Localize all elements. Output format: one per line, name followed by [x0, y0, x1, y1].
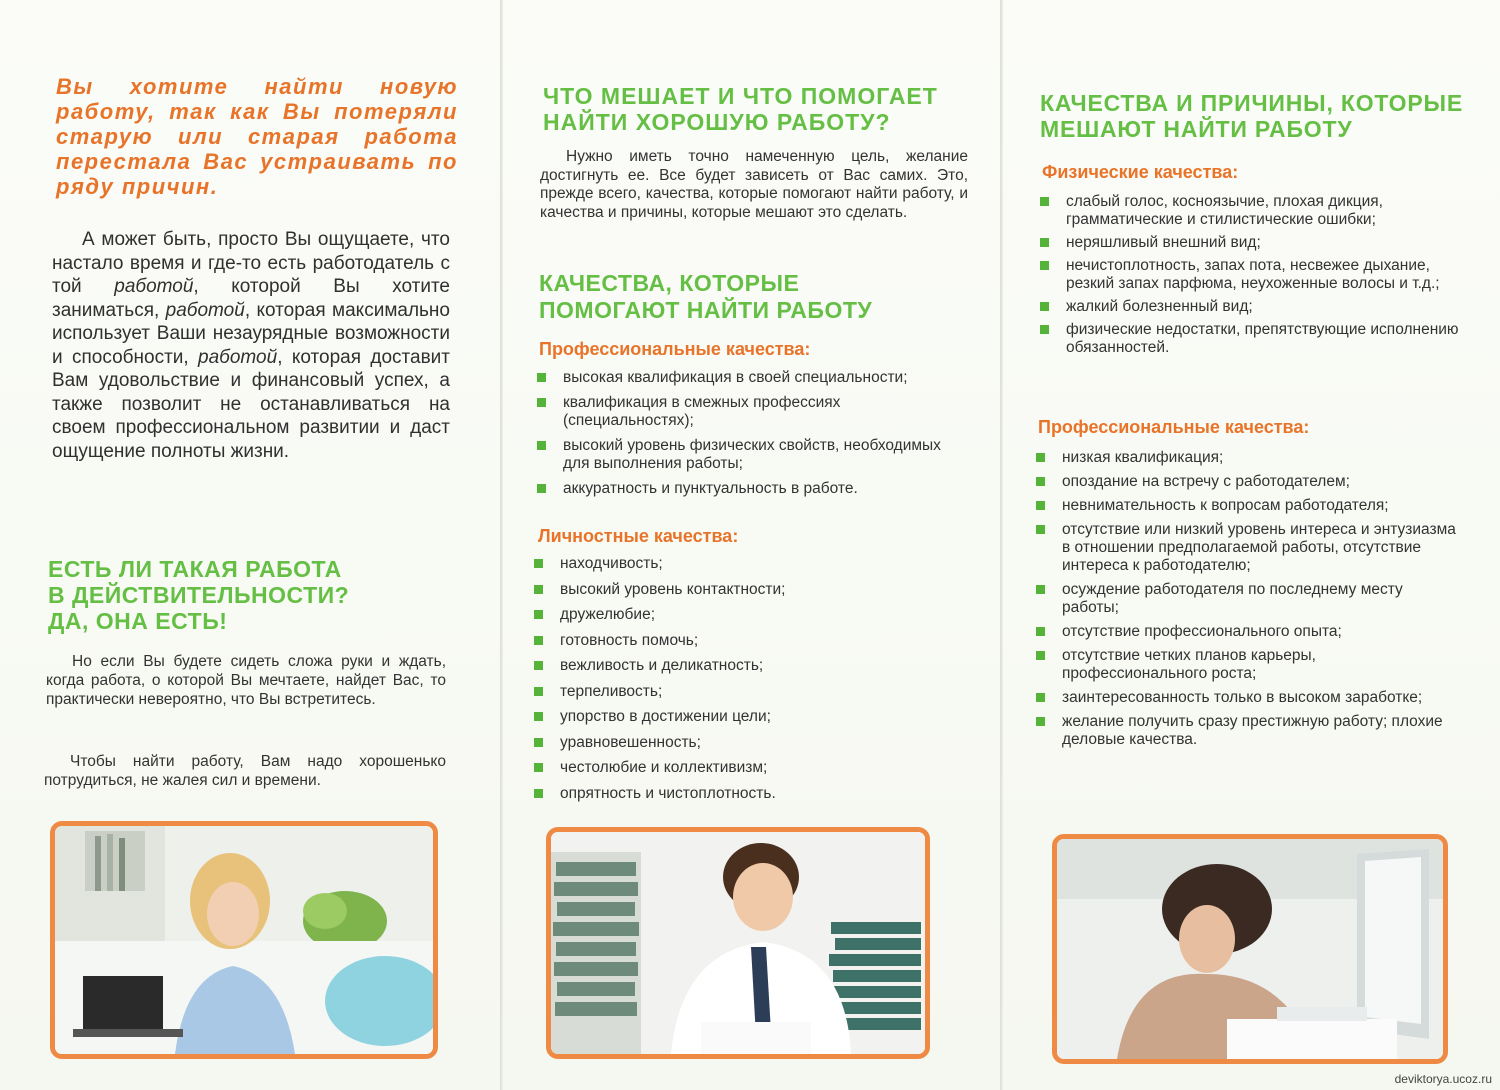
bullet-icon [534, 610, 543, 619]
bullet-icon [534, 738, 543, 747]
list-item: опрятность и чистоплотность. [534, 785, 954, 811]
subheading-personal: Личностные качества: [538, 526, 739, 546]
bullet-icon [537, 373, 546, 382]
list-professional-helping [537, 369, 965, 498]
list-item: отсутствие профессионального опыта; [1036, 623, 1456, 641]
intro-text: Вы хотите найти новую работу, так как Вы потеряли старую или старая работа перестала Вас устраивать по ряду причин. [56, 74, 458, 199]
list-item: опоздание на встречу с работодателем; [1036, 473, 1456, 491]
list-item: желание получить сразу престижную работу; плохие деловые качества. [1036, 713, 1456, 749]
bullet-icon [537, 398, 546, 407]
bullet-icon [534, 559, 543, 568]
list-item: вежливость и деликатность; [534, 657, 954, 683]
photo-woman-phone [50, 821, 438, 1059]
list-item: жалкий болезненный вид; [1040, 298, 1460, 316]
list-item: неряшливый внешний вид; [1040, 234, 1460, 252]
bullet-icon [1036, 501, 1045, 510]
subheading-professional-hindering: Профессиональные качества: [1038, 417, 1310, 437]
list-item: уравновешенность; [534, 734, 954, 760]
bullet-icon [534, 712, 543, 721]
list-item: высокий уровень физических свойств, необходимых для выполнения работы; [537, 437, 965, 473]
bullet-icon [1036, 453, 1045, 462]
bullet-icon [1036, 717, 1045, 726]
bullet-icon [1036, 627, 1045, 636]
list-item: дружелюбие; [534, 606, 954, 632]
heading-line: ДА, ОНА ЕСТЬ! [48, 608, 228, 634]
heading-line: КАЧЕСТВА И ПРИЧИНЫ, КОТОРЫЕ [1040, 90, 1463, 116]
heading-line: ЕСТЬ ЛИ ТАКАЯ РАБОТА [48, 556, 342, 582]
list-item: терпеливость; [534, 683, 954, 709]
list-item: низкая квалификация; [1036, 449, 1456, 467]
bullet-icon [1040, 197, 1049, 206]
bullet-icon [1036, 651, 1045, 660]
bullet-icon [1040, 238, 1049, 247]
text-block: Чтобы найти работу, Вам надо хорошенько потрудиться, не жалея сил и времени. [44, 753, 446, 789]
bullet-icon [534, 585, 543, 594]
list-item: готовность помочь; [534, 632, 954, 658]
site-url: deviktorya.ucoz.ru [1394, 1072, 1492, 1086]
bullet-icon [534, 687, 543, 696]
list-item: отсутствие четких планов карьеры, профессионального роста; [1036, 647, 1456, 683]
bullet-icon [534, 636, 543, 645]
list-item: осуждение работодателя по последнему месту работы; [1036, 581, 1456, 617]
list-item: высокий уровень контактности; [534, 581, 954, 607]
photo-stressed-woman [1052, 834, 1448, 1064]
list-item: физические недостатки, препятствующие исполнению обязанностей. [1040, 321, 1460, 357]
list-item: аккуратность и пунктуальность в работе. [537, 480, 965, 498]
list-item: высокая квалификация в своей специальности; [537, 369, 965, 387]
subheading-professional: Профессиональные качества: [539, 339, 811, 359]
bullet-icon [1036, 477, 1045, 486]
bullet-icon [534, 763, 543, 772]
list-item: отсутствие или низкий уровень интереса и энтузиазма в отношении предполагаемой работы, отсутствие интереса к работодателю; [1036, 521, 1456, 575]
heading-line: КАЧЕСТВА, КОТОРЫЕ [539, 270, 800, 296]
list-item: упорство в достижении цели; [534, 708, 954, 734]
bullet-icon [534, 661, 543, 670]
text-block: Нужно иметь точно намеченную цель, желание достигнуть ее. Все будет зависеть от Вас самих. Это, прежде всего, качества, которые помогают найти работу, и качества и причины, которые мешают это сделать. [540, 148, 968, 221]
bullet-icon [537, 441, 546, 450]
bullet-icon [1036, 693, 1045, 702]
subheading-physical: Физические качества: [1042, 162, 1239, 182]
heading-line: МЕШАЮТ НАЙТИ РАБОТУ [1040, 116, 1353, 142]
bullet-icon [534, 789, 543, 798]
list-item: слабый голос, косноязычие, плохая дикция, грамматические и стилистические ошибки; [1040, 193, 1460, 229]
list-item: невнимательность к вопросам работодателя; [1036, 497, 1456, 515]
list-personal-helping [534, 555, 954, 810]
list-item: находчивость; [534, 555, 954, 581]
section-heading-helping-qualities [539, 270, 969, 324]
heading-line: ПОМОГАЮТ НАЙТИ РАБОТУ [539, 297, 873, 323]
photo-student-books [546, 827, 930, 1059]
section-heading-exists [48, 556, 468, 634]
section-heading-what-helps [543, 83, 973, 135]
list-professional-hindering [1036, 449, 1456, 749]
heading-line: ЧТО МЕШАЕТ И ЧТО ПОМОГАЕТ [543, 83, 938, 109]
heading-line: В ДЕЙСТВИТЕЛЬНОСТИ? [48, 582, 350, 608]
main-paragraph: А может быть, просто Вы ощущаете, что настало время и где-то есть работодатель с той работой, которой Вы хотите заниматься, работой, которая максимально использует Ваши незаурядные возможности и способности, работой, которая доставит Вам удовольствие и финансовый успех, а также позволит не останавливаться на своем профессиональном развитии и даст ощущение полноты жизни. [52, 229, 450, 462]
bullet-icon [537, 484, 546, 493]
bullet-icon [1040, 302, 1049, 311]
list-item: заинтересованность только в высоком заработке; [1036, 689, 1456, 707]
list-item: честолюбие и коллективизм; [534, 759, 954, 785]
list-item: квалификация в смежных профессиях (специальностях); [537, 394, 965, 430]
heading-line: НАЙТИ ХОРОШУЮ РАБОТУ? [543, 109, 891, 135]
list-item: нечистоплотность, запах пота, несвежее дыхание, резкий запах парфюма, неухоженные волосы и т.д.; [1040, 257, 1460, 293]
bullet-icon [1036, 585, 1045, 594]
list-physical-hindering [1040, 193, 1460, 357]
text-block: Но если Вы будете сидеть сложа руки и ждать, когда работа, о которой Вы мечтаете, найдет Вас, то практически невероятно, что Вы встретитесь. [46, 653, 446, 708]
bullet-icon [1040, 325, 1049, 334]
bullet-icon [1036, 525, 1045, 534]
section-heading-hindering [1040, 90, 1480, 142]
bullet-icon [1040, 261, 1049, 270]
